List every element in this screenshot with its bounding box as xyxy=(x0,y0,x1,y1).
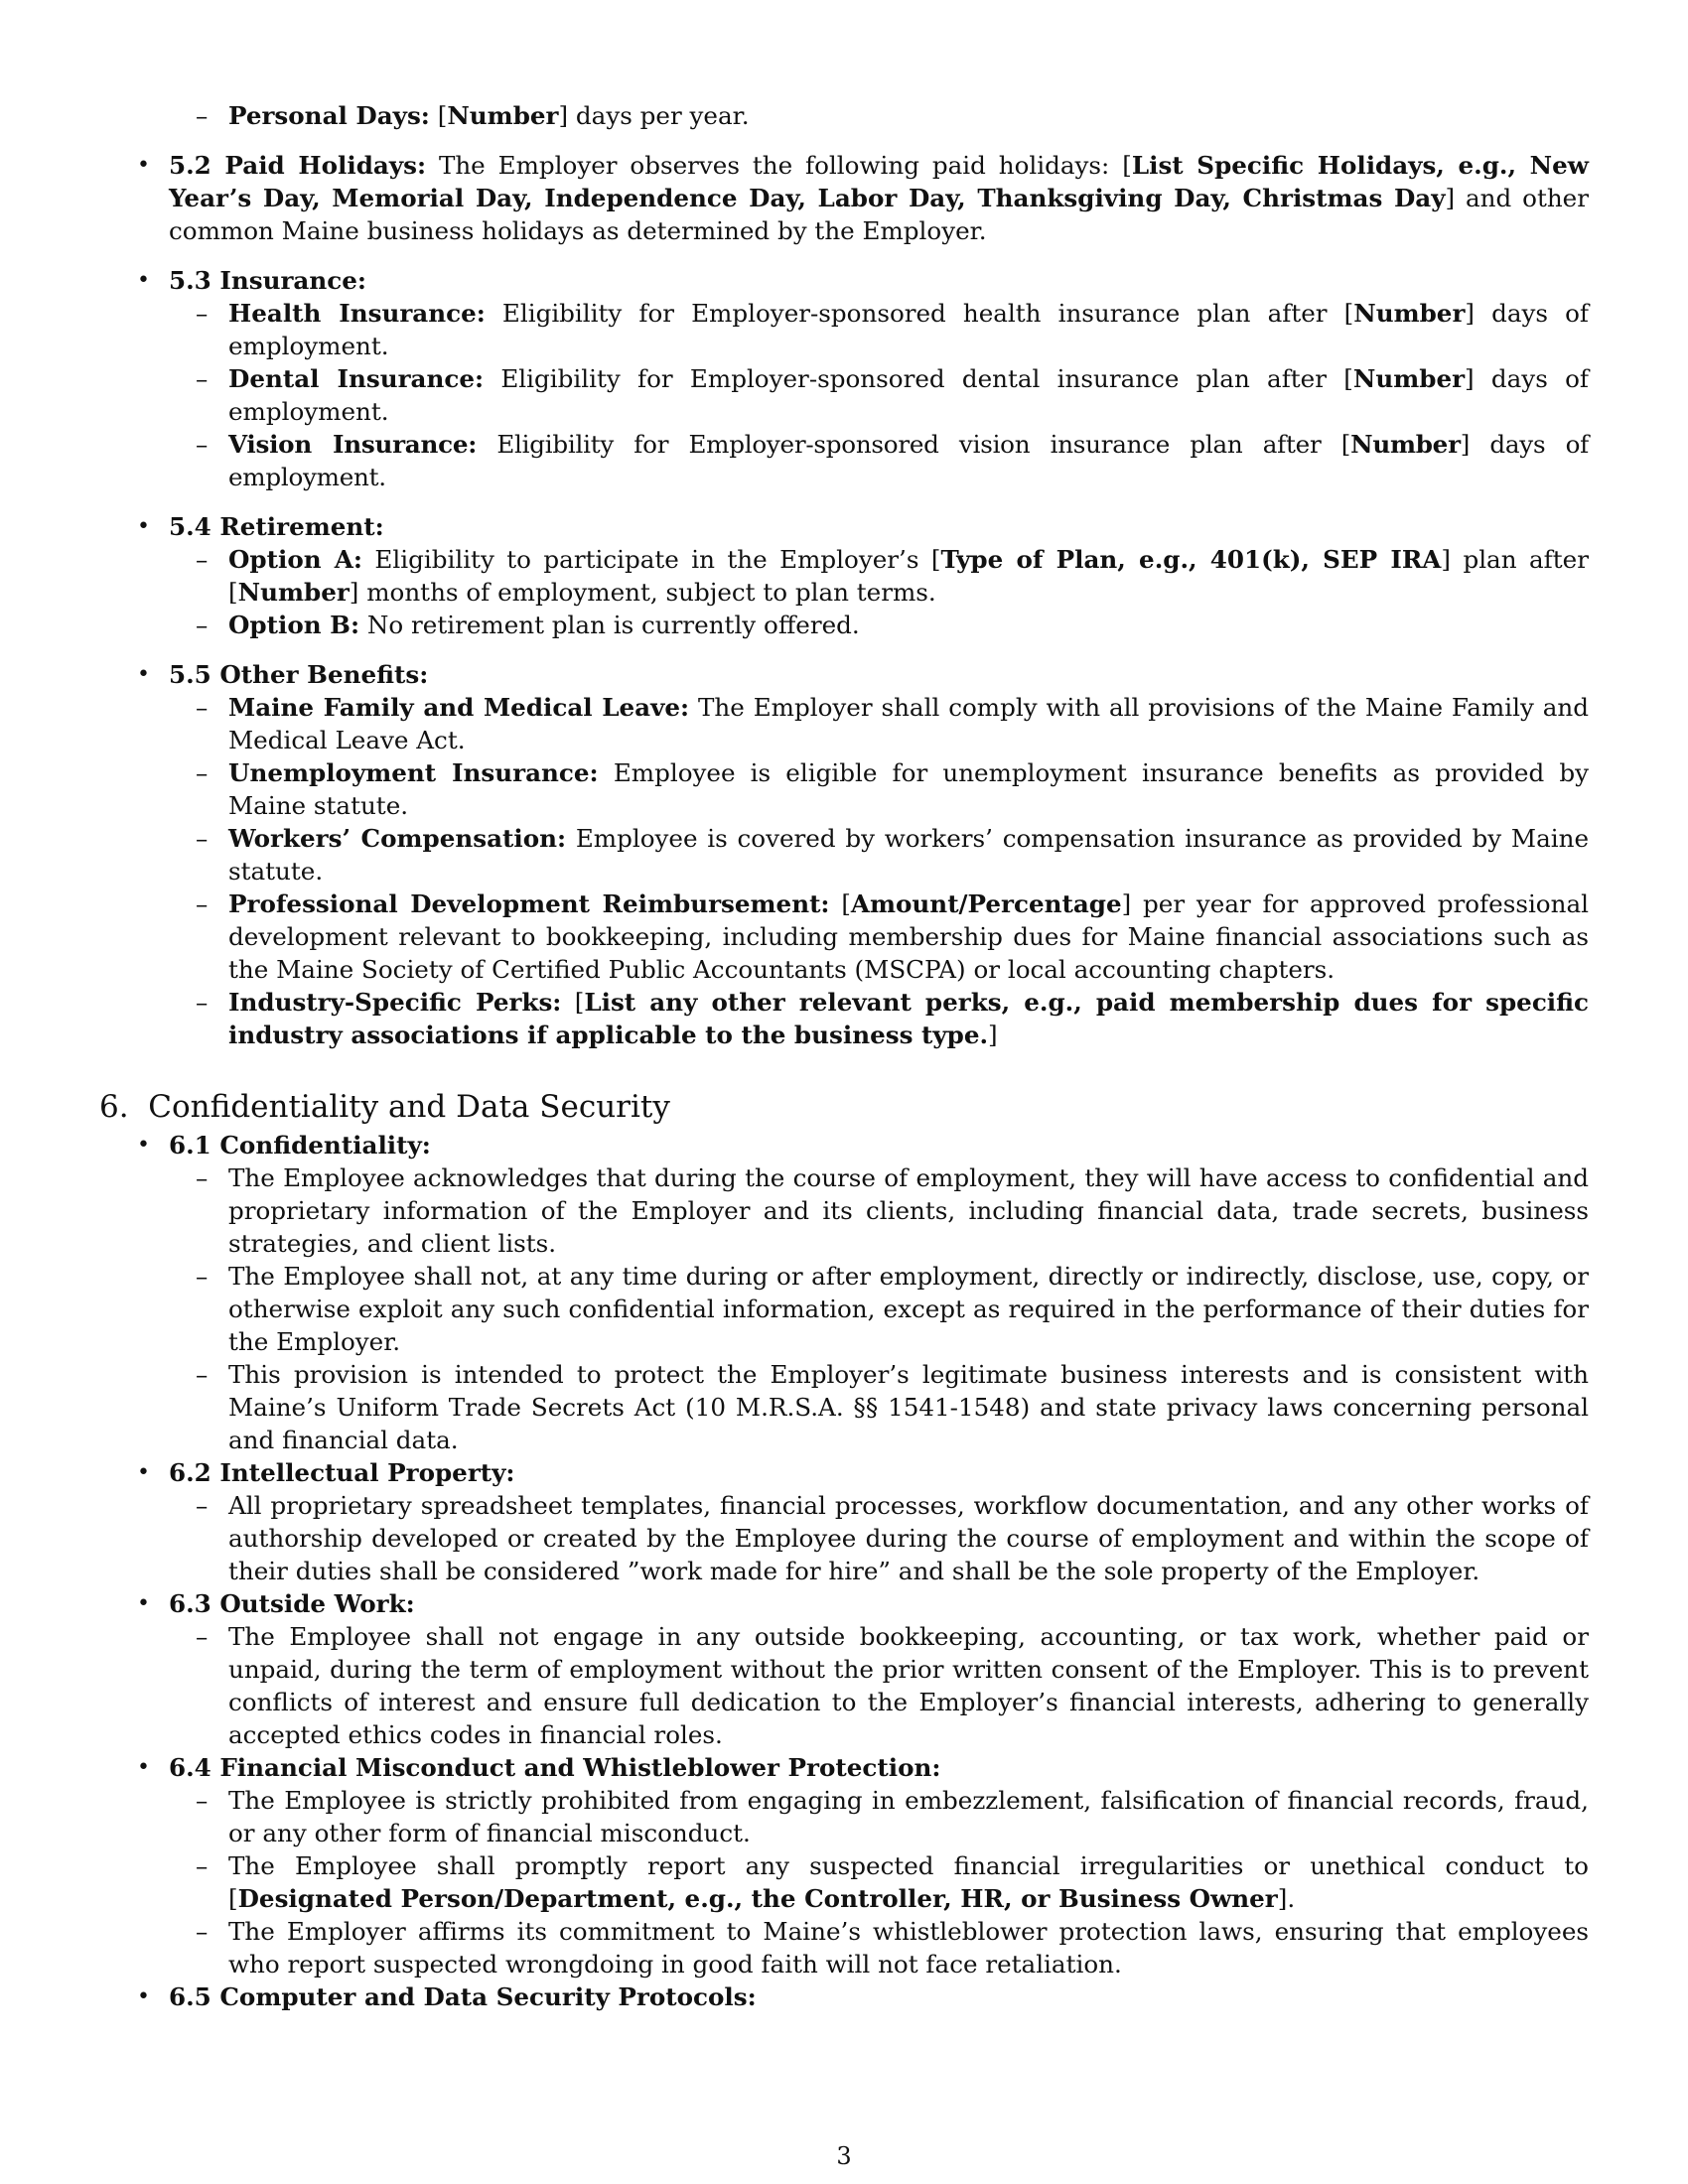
clause-5-2: • 5.2 Paid Holidays: The Employer observes the following paid holidays: [List Specific Holidays, e.g., New Year’s Day, Memorial Day, Independence Day, Labor Day, Thanksgiving Day, Christmas Day] and other common Maine business holidays as determined by the Employer. xyxy=(137,151,1589,245)
clause-5-5: • 5.5 Other Benefits: – Maine Family and Medical Leave: The Employer shall comply with all provisions of the Maine Family and Medical Leave Act. – Unemployment Insurance: Employee is eligible for unemployment insurance benefits as provided by Maine statute. – Workers’ Compensation: Employee is covered by workers’ compensation insurance as provided by Maine statute. – Professional Development Reimbursement: [Amount/Percentage] per year for approved professional development relevant to bookkeeping, including membership dues for Maine financial associations such as the Maine Society of Certified Public Accountants (MSCPA) or local accounting chapters. – Industry-Specific Perks: [List any other relevant perks, e.g., paid membership dues for specific industry associations if applicable to the business type.] xyxy=(99,658,1589,1051)
misconduct-item: – The Employer affirms its commitment to Maine’s whistleblower protection laws, ensuring that employees who report suspected wrongdoing in good faith will not face retaliation. xyxy=(196,1917,1589,1979)
personal-days-list xyxy=(99,99,1589,132)
insurance-list xyxy=(169,297,1589,493)
professional-development-item: – Professional Development Reimbursement: [Amount/Percentage] per year for approved professional development relevant to bookkeeping, including membership dues for Maine financial associations such as the Maine Society of Certified Public Accountants (MSCPA) or local accounting chapters. xyxy=(196,889,1589,984)
clause-6-1: • 6.1 Confidentiality: – The Employee acknowledges that during the course of employment, they will have access to confidential and proprietary information of the Employer and its clients, including financial data, trade secrets, business strategies, and client lists. – The Employee shall not, at any time during or after employment, directly or indirectly, disclose, use, copy, or otherwise exploit any such confidential information, except as required in the performance of their duties for the Employer. – This provision is intended to protect the Employer’s legitimate business interests and is consistent with Maine’s Uniform Trade Secrets Act (10 M.R.S.A. §§ 1541-1548) and state privacy laws concerning personal and financial data. xyxy=(99,1129,1589,1456)
document-page xyxy=(99,99,1589,2013)
other-benefits-list xyxy=(169,691,1589,1051)
clause-6-3: • 6.3 Outside Work: – The Employee shall not engage in any outside bookkeeping, accounting, or tax work, whether paid or unpaid, during the term of employment without the prior written consent of the Employer. This is to prevent conflicts of interest and ensure full dedication to the Employer’s financial interests, adhering to generally accepted ethics codes in financial roles. xyxy=(99,1587,1589,1751)
section-6-heading: 6. Confidentiality and Data Security xyxy=(99,1089,670,1125)
confidentiality-item: – This provision is intended to protect the Employer’s legitimate business interests and is consistent with Maine’s Uniform Trade Secrets Act (10 M.R.S.A. §§ 1541-1548) and state privacy laws concerning personal and financial data. xyxy=(196,1360,1589,1454)
retirement-list xyxy=(169,543,1589,641)
retirement-option-b: – Option B: No retirement plan is currently offered. xyxy=(196,611,860,639)
page-number: 3 xyxy=(836,2142,852,2170)
vision-insurance-item: – Vision Insurance: Eligibility for Employer-sponsored vision insurance plan after [Number] days of employment. xyxy=(196,430,1590,491)
confidentiality-item: – The Employee shall not, at any time during or after employment, directly or indirectly, disclose, use, copy, or otherwise exploit any such confidential information, except as required in the performance of their duties for the Employer. xyxy=(196,1262,1589,1356)
clause-5-4: • 5.4 Retirement: – Option A: Eligibility to participate in the Employer’s [Type of Plan, e.g., 401(k), SEP IRA] plan after [Number] months of employment, subject to plan terms. – Option B: No retirement plan is currently offered. xyxy=(99,510,1589,641)
misconduct-item: – The Employee shall promptly report any suspected financial irregularities or unethical conduct to [Designated Person/Department, e.g., the Controller, HR, or Business Owner]. xyxy=(196,1851,1589,1913)
personal-days-item: – Personal Days: [Number] days per year. xyxy=(196,101,750,130)
dental-insurance-item: – Dental Insurance: Eligibility for Employer-sponsored dental insurance plan after [Number] days of employment. xyxy=(196,364,1589,426)
intellectual-property-item: – All proprietary spreadsheet templates, financial processes, workflow documentation, and any other works of authorship developed or created by the Employee during the course of employment and within the scope of their duties shall be considered ”work made for hire” and shall be the sole property of the Employer. xyxy=(196,1491,1589,1585)
industry-perks-item: – Industry-Specific Perks: [List any other relevant perks, e.g., paid membership dues for specific industry associations if applicable to the business type.] xyxy=(196,988,1589,1049)
outside-work-item: – The Employee shall not engage in any outside bookkeeping, accounting, or tax work, whether paid or unpaid, during the term of employment without the prior written consent of the Employer. This is to prevent conflicts of interest and ensure full dedication to the Employer’s financial interests, adhering to generally accepted ethics codes in financial roles. xyxy=(196,1622,1589,1749)
intellectual-property-list xyxy=(169,1489,1589,1587)
confidentiality-item: – The Employee acknowledges that during the course of employment, they will have access to confidential and proprietary information of the Employer and its clients, including financial data, trade secrets, business strategies, and client lists. xyxy=(196,1163,1589,1258)
health-insurance-item: – Health Insurance: Eligibility for Employer-sponsored health insurance plan after [Number] days of employment. xyxy=(196,299,1589,360)
confidentiality-list xyxy=(169,1161,1589,1456)
clause-6-2: • 6.2 Intellectual Property: – All proprietary spreadsheet templates, financial processes, workflow documentation, and any other works of authorship developed or created by the Employee during the course of employment and within the scope of their duties shall be considered ”work made for hire” and shall be the sole property of the Employer. xyxy=(99,1456,1589,1587)
misconduct-item: – The Employee is strictly prohibited from engaging in embezzlement, falsification of financial records, fraud, or any other form of financial misconduct. xyxy=(196,1786,1589,1847)
unemployment-insurance-item: – Unemployment Insurance: Employee is eligible for unemployment insurance benefits as provided by Maine statute. xyxy=(196,758,1589,820)
clause-6-4: • 6.4 Financial Misconduct and Whistleblower Protection: – The Employee is strictly prohibited from engaging in embezzlement, falsification of financial records, fraud, or any other form of financial misconduct. – The Employee shall promptly report any suspected financial irregularities or unethical conduct to [Designated Person/Department, e.g., the Controller, HR, or Business Owner]. – The Employer affirms its commitment to Maine’s whistleblower protection laws, ensuring that employees who report suspected wrongdoing in good faith will not face retaliation. xyxy=(99,1751,1589,1980)
workers-compensation-item: – Workers’ Compensation: Employee is covered by workers’ compensation insurance as provided by Maine statute. xyxy=(196,824,1589,886)
clause-6-5: • 6.5 Computer and Data Security Protocols: xyxy=(137,1982,757,2011)
outside-work-list xyxy=(169,1620,1589,1751)
retirement-option-a: – Option A: Eligibility to participate in the Employer’s [Type of Plan, e.g., 401(k), SEP IRA] plan after [Number] months of employment, subject to plan terms. xyxy=(196,545,1589,607)
misconduct-list xyxy=(169,1784,1589,1980)
family-medical-leave-item: – Maine Family and Medical Leave: The Employer shall comply with all provisions of the Maine Family and Medical Leave Act. xyxy=(196,693,1590,754)
benefits-list xyxy=(99,149,1589,1051)
clause-5-3: • 5.3 Insurance: – Health Insurance: Eligibility for Employer-sponsored health insurance plan after [Number] days of employment. – Dental Insurance: Eligibility for Employer-sponsored dental insurance plan after [Number] days of employment. – Vision Insurance: Eligibility for Employer-sponsored vision insurance plan after [Number] days of employment. xyxy=(99,264,1589,493)
section-6-list xyxy=(99,1129,1589,2013)
